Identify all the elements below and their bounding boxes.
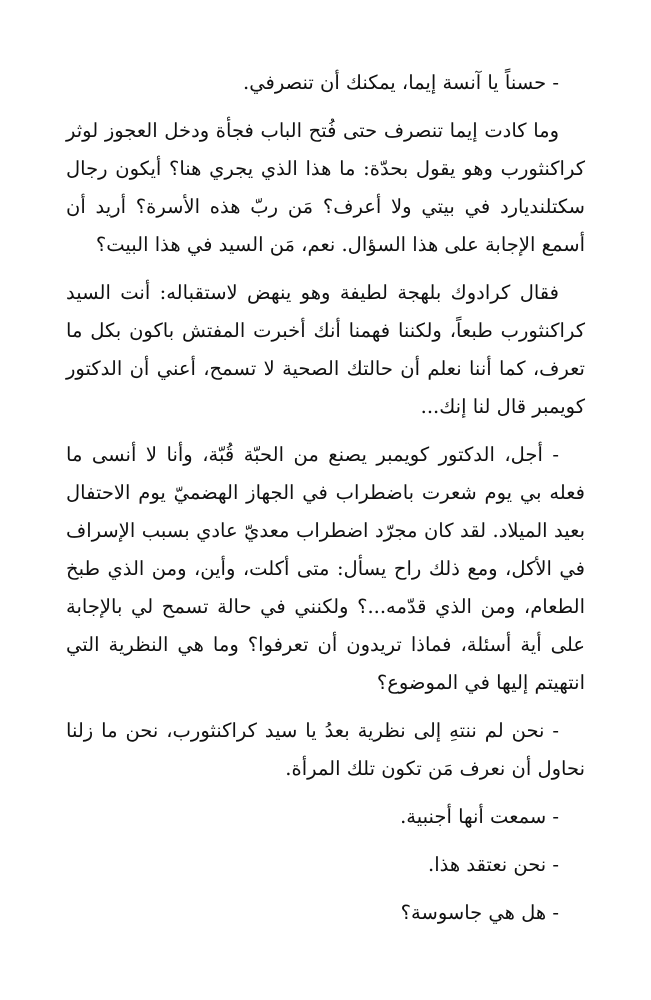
narration-paragraph: وما كادت إيما تنصرف حتى فُتح الباب فجأة ودخل العجوز لوثر كراكنثورب وهو يقول بحدّة: ما هذا الذي يجري هنا؟ أيكون رجال سكتلنديارد في بيتي ولا أعرف؟ مَن ربّ هذه الأسرة؟ أريد أن أسمع الإجابة على هذا السؤال. نعم، مَن السيد في هذا البيت؟ <box>66 119 586 256</box>
dialogue-line: - حسناً يا آنسة إيما، يمكنك أن تنصرفي. <box>243 71 559 94</box>
dialogue-line: - نحن نعتقد هذا. <box>428 853 559 876</box>
dialogue-paragraph: - أجل، الدكتور كويمبر يصنع من الحبّة قُبّة، وأنا لا أنسى ما فعله بي يوم شعرت باضطراب في الجهاز الهضميّ يوم الاحتفال بعيد الميلاد. لقد كان مجرّد اضطراب معديّ عادي بسبب الإسراف في الأكل، ومع ذلك راح يسأل: متى أكلت، وأين، ومن الذي طبخ الطعام، ومن الذي قدّمه...؟ ولكنني في حالة تسمح لي بالإجابة على أية أسئلة، فماذا تريدون أن تعرفوا؟ وما هي النظرية التي انتهيتم إليها في الموضوع؟ <box>66 443 585 694</box>
dialogue-paragraph: - نحن لم ننتهِ إلى نظرية بعدُ يا سيد كراكنثورب، نحن ما زلنا نحاول أن نعرف مَن تكون تلك المرأة. <box>66 719 585 780</box>
dialogue-line: - سمعت أنها أجنبية. <box>400 805 559 828</box>
dialogue-line: - هل هي جاسوسة؟ <box>400 901 559 924</box>
narration-paragraph: فقال كرادوك بلهجة لطيفة وهو ينهض لاستقباله: أنت السيد كراكنثورب طبعاً، ولكننا فهمنا أنك أخبرت المفتش باكون بكل ما تعرف، كما أننا نعلم أن حالتك الصحية لا تسمح، أعني أن الدكتور كويمبر قال لنا إنك... <box>66 281 585 418</box>
